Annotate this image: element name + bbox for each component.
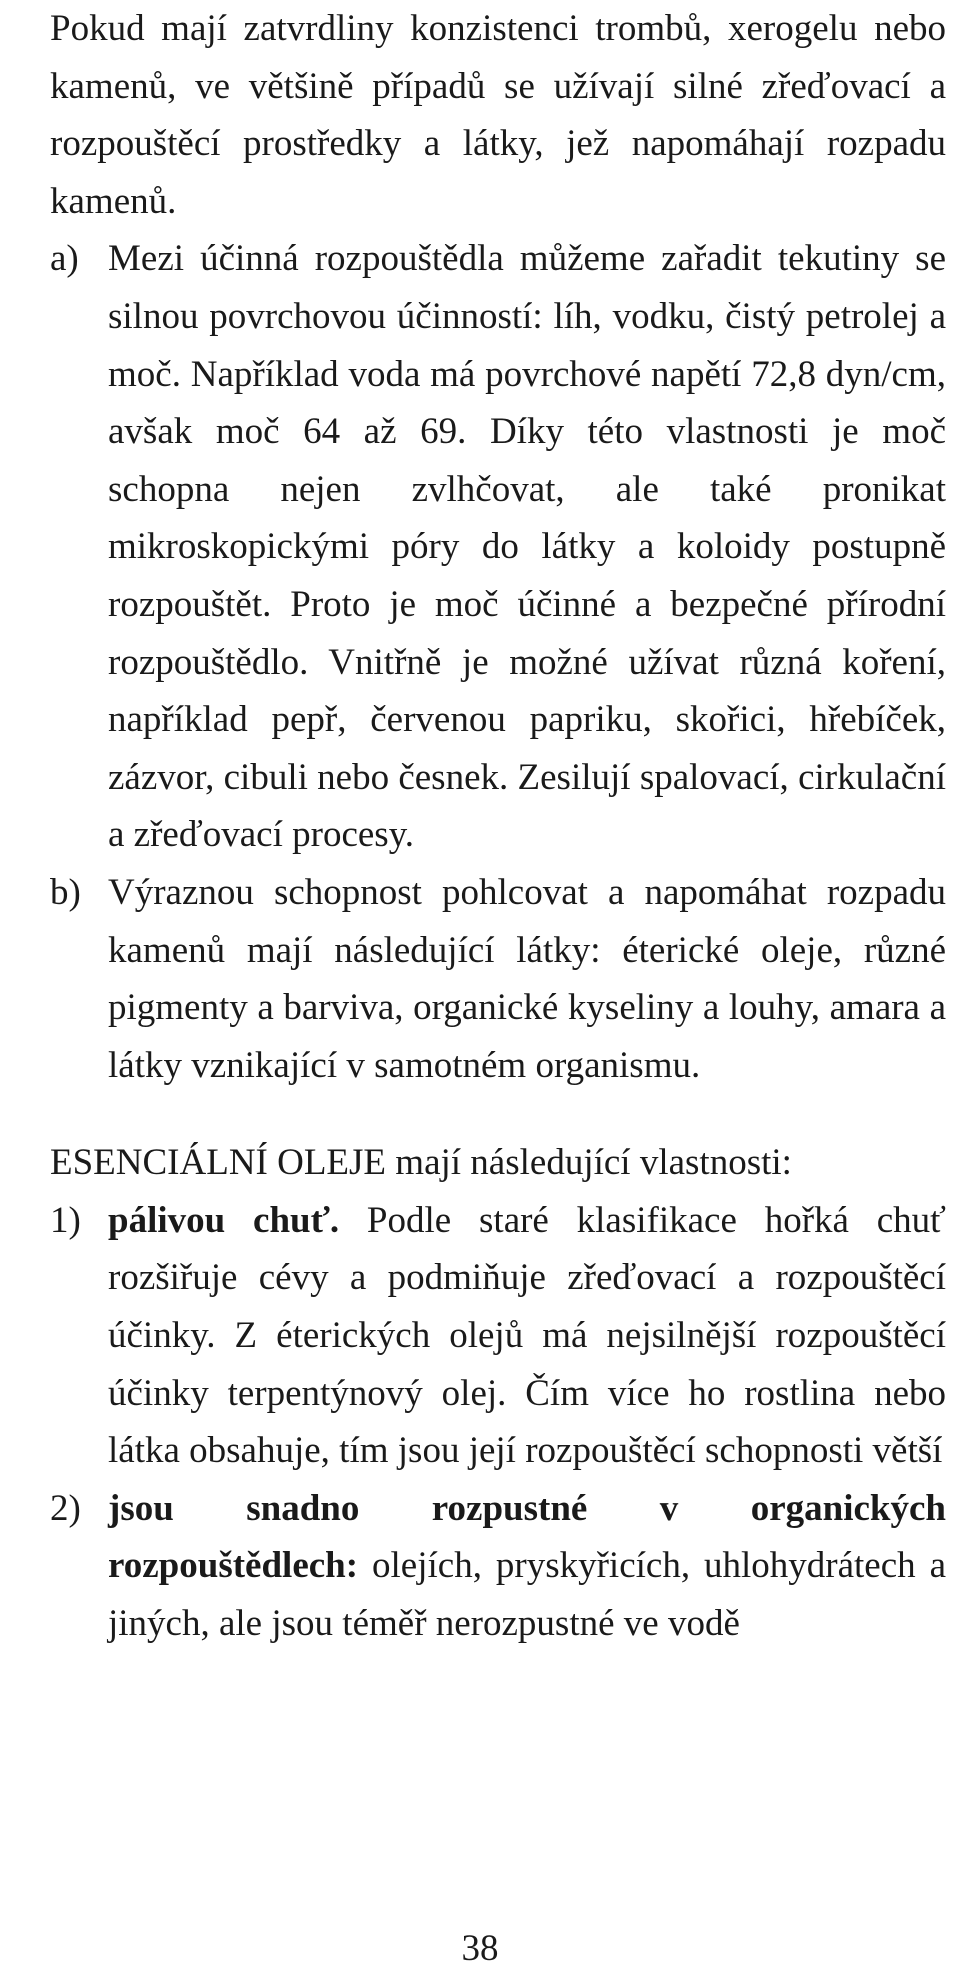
list-item-b	[50, 864, 946, 1094]
list-item-text: Výraznou schopnost pohlcovat a napomáhat rozpadu kamenů mají následující látky: éterické oleje, různé pigmenty a barviva, organické kyseliny a louhy, amara a látky vznikající v samotném organismu.	[108, 871, 946, 1086]
list-item-a	[50, 230, 946, 864]
document-page	[50, 0, 946, 1653]
list-item-emphasis: jsou snadno rozpustné v organických rozpouštědlech:	[108, 1487, 946, 1587]
list-marker: a)	[50, 238, 79, 280]
list-item-2	[50, 1480, 946, 1653]
list-item-1	[50, 1192, 946, 1480]
list-item-body	[108, 1480, 946, 1653]
list-marker: 1)	[50, 1199, 81, 1241]
list-item-text: Mezi účinná rozpouštědla můžeme zařadit tekutiny se silnou povrchovou účinností: líh, vodku, čistý petrolej a moč. Například voda má povrchové napětí 72,8 dyn/cm, avšak moč 64 až 69. Díky této vlastnosti je moč schopna nejen zvlhčovat, ale také pronikat mikroskopickými póry do látky a koloidy postupně rozpouštět. Proto je moč účinné a bezpečné přírodní rozpouštědlo. Vnitřně je možné užívat různá koření, například pepř, červenou papriku, skořici, hřebíček, zázvor, cibuli nebo česnek. Zesilují spalovací, cirkulační a zřeďovací procesy.	[108, 238, 946, 856]
list-marker: b)	[50, 871, 81, 913]
list-marker: 2)	[50, 1487, 81, 1529]
section-heading: ESENCIÁLNÍ OLEJE mají následující vlastnosti:	[50, 1142, 792, 1184]
page-number: 38	[461, 1928, 499, 1969]
list-item-text: olejích, pryskyřicích, uhlohydrátech a jiných, ale jsou téměř nerozpustné ve vodě	[108, 1545, 946, 1645]
list-item-text: Podle staré klasifikace hořká chuť rozšiřuje cévy a podmiňuje zřeďovací a rozpouštěcí účinky. Z éterických olejů má nejsilnější rozpouštěcí účinky terpentýnový olej. Čím více ho rostlina nebo látka obsahuje, tím jsou její rozpouštěcí schopnosti větší	[108, 1199, 946, 1472]
list-item-body	[108, 1192, 946, 1480]
intro-paragraph: Pokud mají zatvrdliny konzistenci trombů, xerogelu nebo kamenů, ve většině případů se užívají silné zřeďovací a rozpouštěcí prostředky a látky, jež napomáhají rozpadu kamenů.	[50, 8, 946, 222]
list-item-emphasis: pálivou chuť.	[108, 1199, 340, 1241]
